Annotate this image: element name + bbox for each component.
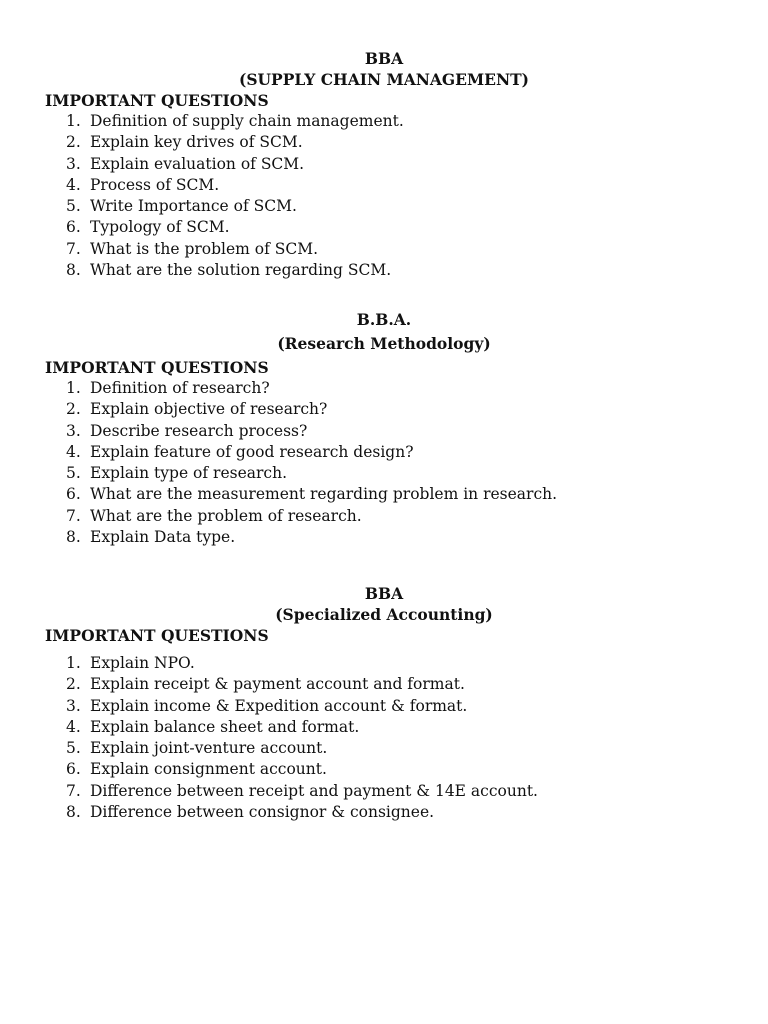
important-questions-heading: IMPORTANT QUESTIONS [45,91,269,110]
section-subtitle: (Research Methodology) [277,334,491,353]
list-number: 3. [66,154,81,173]
question-text: Explain key drives of SCM. [90,133,303,152]
list-item [0,154,768,175]
question-text: Typology of SCM. [90,218,230,237]
question-text: Explain receipt & payment account and format. [90,675,465,694]
list-item [0,421,768,442]
question-text: Explain joint-venture account. [90,739,328,758]
list-item [0,175,768,196]
question-list [0,378,768,548]
list-item [0,781,768,802]
list-number: 2. [66,133,81,152]
question-text: What are the solution regarding SCM. [90,261,392,280]
list-number: 3. [66,696,81,715]
question-text: Process of SCM. [90,175,220,194]
question-text: Difference between consignor & consignee. [90,803,435,822]
question-text: Explain type of research. [90,464,287,483]
question-text: Explain Data type. [90,528,236,547]
question-text: Difference between receipt and payment & 14E account. [90,781,538,800]
list-number: 1. [66,379,81,397]
question-text: Explain income & Expedition account & format. [90,696,468,715]
list-number: 4. [66,442,81,461]
question-text: Describe research process? [90,421,308,440]
question-text: Explain feature of good research design? [90,442,414,461]
list-number: 8. [66,261,81,280]
list-item [0,738,768,759]
list-item [0,239,768,260]
list-number: 2. [66,675,81,694]
section-specialized-accounting [0,583,768,823]
list-item [0,527,768,548]
question-text: What are the problem of research. [90,506,362,525]
question-text: Explain balance sheet and format. [90,717,360,736]
list-number: 4. [66,175,81,194]
list-item [0,196,768,217]
list-item [0,399,768,420]
list-item [0,696,768,717]
list-number: 5. [66,197,81,216]
question-text: What is the problem of SCM. [90,239,319,258]
list-number: 7. [66,239,81,258]
list-item [0,717,768,738]
question-text: Explain consignment account. [90,760,327,779]
list-item [0,802,768,823]
list-number: 5. [66,739,81,758]
list-number: 1. [66,654,81,672]
list-number: 8. [66,803,81,822]
question-list [0,653,768,823]
list-item [0,759,768,780]
list-number: 6. [66,760,81,779]
list-number: 7. [66,781,81,800]
question-text: Definition of research? [90,379,270,397]
list-item [0,653,768,674]
list-item [0,217,768,238]
list-item [0,674,768,695]
question-text: Definition of supply chain management. [90,112,404,130]
list-item [0,484,768,505]
list-number: 2. [66,400,81,419]
question-text: Explain NPO. [90,654,195,672]
list-item [0,506,768,527]
list-item [0,442,768,463]
question-list [0,111,768,281]
section-title: BBA [364,584,404,603]
list-item [0,111,768,132]
list-number: 6. [66,485,81,504]
list-item [0,132,768,153]
list-item [0,378,768,399]
list-item [0,463,768,484]
question-text: Write Importance of SCM. [90,197,297,216]
section-supply-chain-management [0,48,768,281]
section-title: BBA [364,49,404,68]
list-number: 8. [66,528,81,547]
section-research-methodology [0,309,768,548]
question-text: Explain evaluation of SCM. [90,154,305,173]
question-text: Explain objective of research? [90,400,328,419]
list-number: 3. [66,421,81,440]
list-item [0,260,768,281]
list-number: 6. [66,218,81,237]
list-number: 7. [66,506,81,525]
list-number: 1. [66,112,81,130]
list-number: 4. [66,717,81,736]
question-text: What are the measurement regarding problem in research. [90,485,558,504]
list-number: 5. [66,464,81,483]
section-title: B.B.A. [356,310,412,329]
section-subtitle: (Specialized Accounting) [275,605,493,624]
important-questions-heading: IMPORTANT QUESTIONS [45,626,269,645]
important-questions-heading: IMPORTANT QUESTIONS [45,358,269,377]
section-subtitle: (SUPPLY CHAIN MANAGEMENT) [239,70,529,89]
